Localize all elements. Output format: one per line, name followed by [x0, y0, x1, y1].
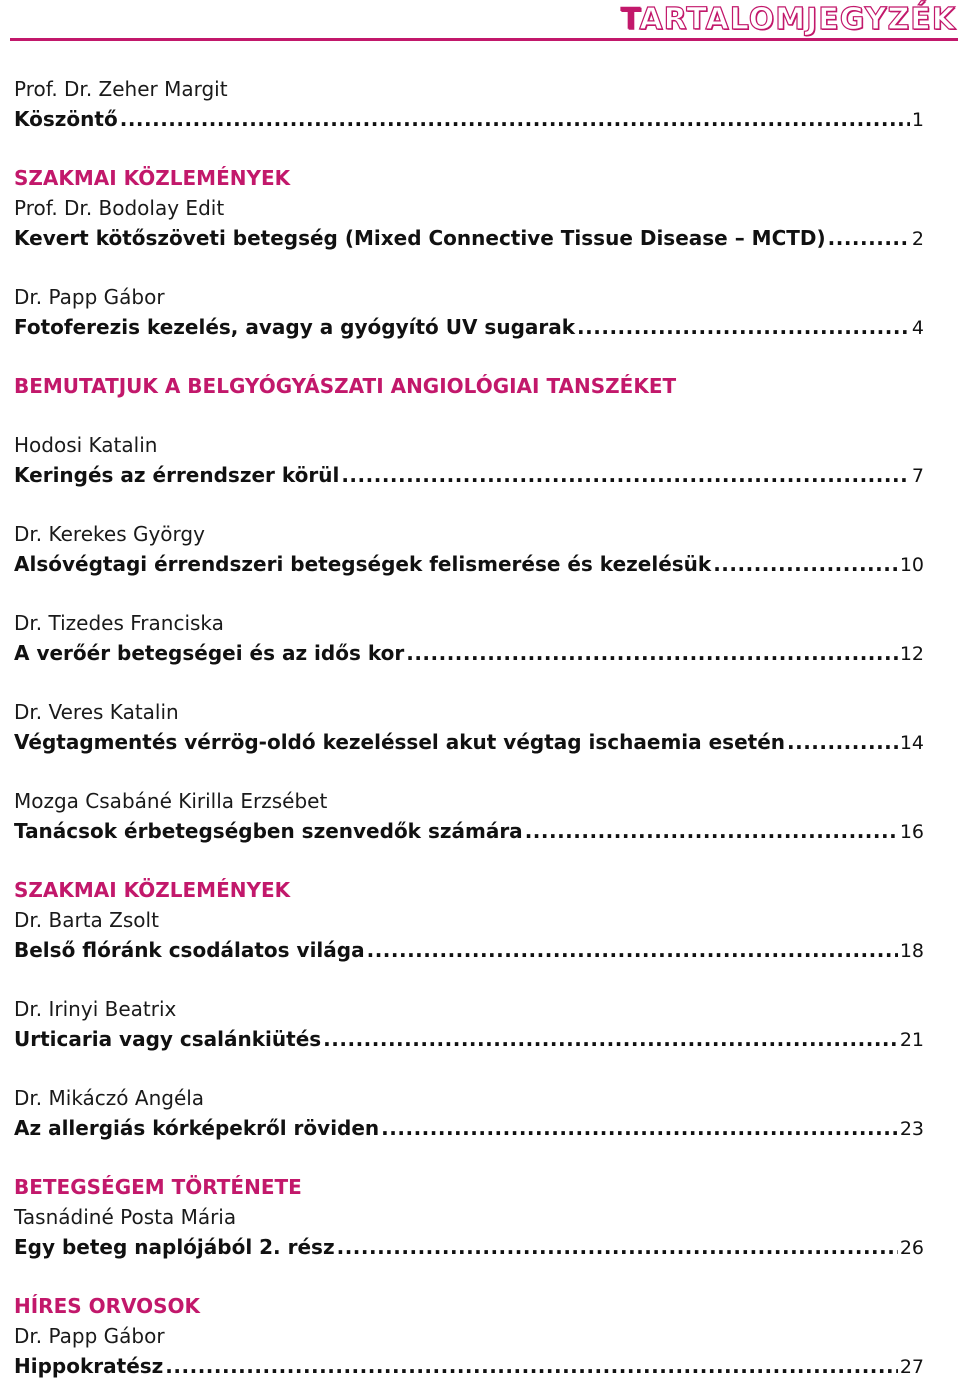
toc-entry[interactable] [14, 549, 924, 579]
toc-author: Dr. Papp Gábor [14, 1324, 165, 1348]
toc-page-number: 4 [911, 317, 924, 339]
toc-entry-title: A verőér betegségei és az idős kor [14, 641, 405, 665]
toc-page-number: 18 [899, 940, 924, 962]
toc-entry-title: Urticaria vagy csalánkiütés [14, 1027, 322, 1051]
toc-entry-title: Tanácsok érbetegségben szenvedők számára [14, 819, 523, 843]
toc-entry-title: Alsóvégtagi érrendszeri betegségek felismerése és kezelésük [14, 552, 712, 576]
toc-entry[interactable] [14, 1232, 924, 1262]
toc-leader-dots [577, 312, 910, 342]
toc-page-number: 12 [899, 643, 924, 665]
toc-section-heading: HÍRES ORVOSOK [14, 1294, 201, 1318]
toc-leader-dots [120, 104, 910, 134]
toc-entry[interactable] [14, 638, 924, 668]
toc-entry[interactable] [14, 727, 924, 757]
toc-leader-dots [713, 549, 898, 579]
toc-page-number: 14 [899, 732, 924, 754]
toc-entry-title: Egy beteg naplójából 2. rész [14, 1235, 335, 1259]
header-title-rest: ARTALOMJEGYZÉK [639, 2, 956, 37]
toc-leader-dots [337, 1232, 898, 1262]
toc-leader-dots [323, 1024, 898, 1054]
toc-author: Hodosi Katalin [14, 433, 158, 457]
toc-section-heading: BETEGSÉGEM TÖRTÉNETE [14, 1175, 302, 1199]
toc-entry[interactable] [14, 312, 924, 342]
toc-author: Dr. Veres Katalin [14, 700, 179, 724]
toc-author: Prof. Dr. Bodolay Edit [14, 196, 225, 220]
toc-entry-title: Végtagmentés vérrög-oldó kezeléssel akut végtag ischaemia esetén [14, 730, 785, 754]
toc-leader-dots [406, 638, 898, 668]
toc-entry[interactable] [14, 1113, 924, 1143]
toc-author: Dr. Barta Zsolt [14, 908, 159, 932]
toc-page-number: 21 [899, 1029, 924, 1051]
toc-section-heading: SZAKMAI KÖZLEMÉNYEK [14, 878, 291, 902]
toc-author: Dr. Tizedes Franciska [14, 611, 224, 635]
toc-page-number: 23 [899, 1118, 924, 1140]
toc-entry-title: Belső flóránk csodálatos világa [14, 938, 365, 962]
header-rule [10, 38, 958, 41]
toc-author: Dr. Kerekes György [14, 522, 205, 546]
toc-leader-dots [341, 460, 910, 490]
toc-page-number: 27 [899, 1356, 924, 1378]
toc-author: Dr. Papp Gábor [14, 285, 165, 309]
toc-leader-dots [367, 935, 898, 965]
toc-leader-dots [165, 1351, 898, 1381]
toc-entry[interactable] [14, 935, 924, 965]
toc-entry-title: Kevert kötőszöveti betegség (Mixed Connective Tissue Disease – MCTD) [14, 226, 826, 250]
toc-page-number: 26 [899, 1237, 924, 1259]
toc-leader-dots [828, 223, 910, 253]
toc-entry[interactable] [14, 104, 924, 134]
toc-leader-dots [787, 727, 898, 757]
toc-page-number: 2 [911, 228, 924, 250]
toc-entry-title: Fotoferezis kezelés, avagy a gyógyító UV sugarak [14, 315, 576, 339]
toc-entry[interactable] [14, 460, 924, 490]
toc-author: Tasnádiné Posta Mária [14, 1205, 237, 1229]
toc-author: Mozga Csabáné Kirilla Erzsébet [14, 789, 328, 813]
toc-page-number: 7 [911, 465, 924, 487]
page-header-title [620, 2, 956, 38]
toc-section-heading: SZAKMAI KÖZLEMÉNYEK [14, 166, 291, 190]
toc-entry-title: Hippokratész [14, 1354, 164, 1378]
toc-author: Dr. Mikáczó Angéla [14, 1086, 205, 1110]
header-title-initial: T [620, 2, 640, 37]
toc-entry-title: Az allergiás kórképekről röviden [14, 1116, 380, 1140]
toc-entry[interactable] [14, 1024, 924, 1054]
toc-entry-title: Köszöntő [14, 107, 118, 131]
table-of-contents [14, 74, 924, 1381]
toc-entry[interactable] [14, 1351, 924, 1381]
toc-entry[interactable] [14, 223, 924, 253]
toc-entry[interactable] [14, 816, 924, 846]
toc-leader-dots [381, 1113, 898, 1143]
toc-page-number: 1 [911, 109, 924, 131]
toc-leader-dots [525, 816, 898, 846]
toc-section-heading: BEMUTATJUK A BELGYÓGYÁSZATI ANGIOLÓGIAI TANSZÉKET [14, 374, 677, 398]
toc-page-number: 16 [899, 821, 924, 843]
toc-author: Dr. Irinyi Beatrix [14, 997, 177, 1021]
toc-author: Prof. Dr. Zeher Margit [14, 77, 228, 101]
toc-entry-title: Keringés az érrendszer körül [14, 463, 340, 487]
toc-page-number: 10 [899, 554, 924, 576]
